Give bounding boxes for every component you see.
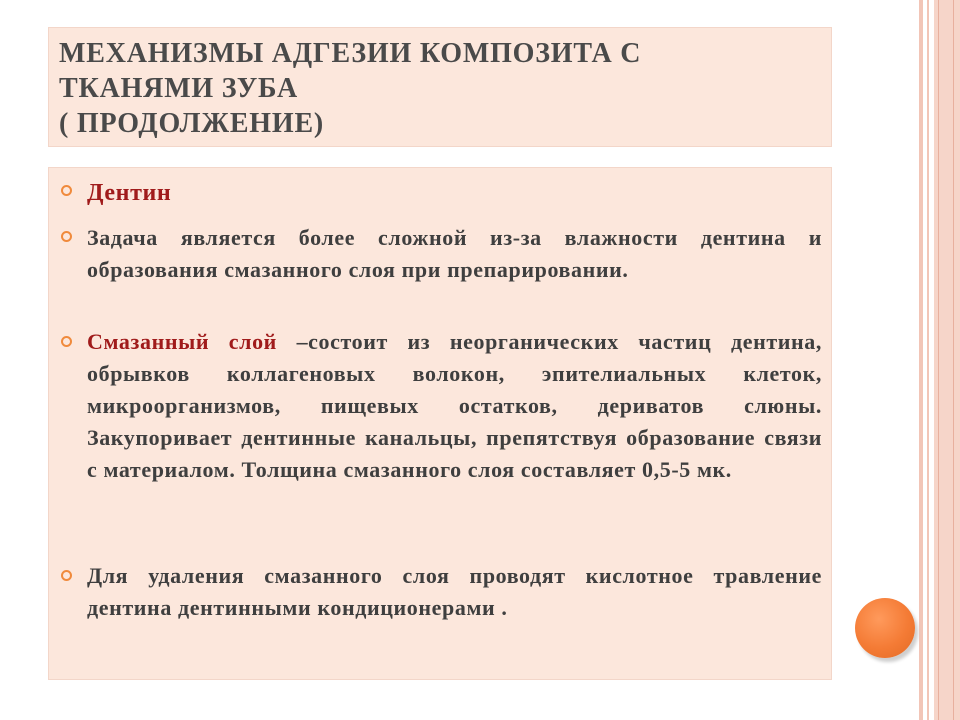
bullet-circle-icon (61, 231, 72, 242)
bullet-circle-icon (61, 570, 72, 581)
decor-stripe (919, 0, 923, 720)
bullet-text: Для удаления смазанного слоя проводят кислотное травление дентина дентинными кондиционерами . (87, 563, 822, 620)
bullet-circle-icon (61, 185, 72, 196)
decor-stripe-line (938, 0, 939, 720)
term-definition: –состоит из неорганических частиц дентина, обрывков коллагеновых волокон, эпителиальных клеток, микроорганизмов, пищевых остатков, дериватов слюны. Закупоривает дентинные канальцы, препятствуя образование связи с материалом. Толщина смазанного слоя составляет 0,5-5 мк. (87, 329, 822, 482)
slide-title-line: МЕХАНИЗМЫ АДГЕЗИИ КОМПОЗИТА С (59, 38, 642, 69)
heading-dentin: Дентин (87, 180, 172, 206)
bullet-text (87, 326, 822, 486)
slide-content-box (48, 167, 832, 680)
orange-circle-decoration (855, 598, 915, 658)
bullet-circle-icon (61, 336, 72, 347)
slide-title-line: ТКАНЯМИ ЗУБА (59, 73, 299, 104)
term-smear-layer: Смазанный слой (87, 329, 277, 354)
decor-stripe (927, 0, 929, 720)
decor-stripe-line (953, 0, 954, 720)
slide-title-line: ( ПРОДОЛЖЕНИЕ) (59, 108, 325, 139)
slide-title-box (48, 27, 832, 147)
bullet-text: Задача является более сложной из-за влажности дентина и образования смазанного слоя при препарировании. (87, 225, 822, 282)
